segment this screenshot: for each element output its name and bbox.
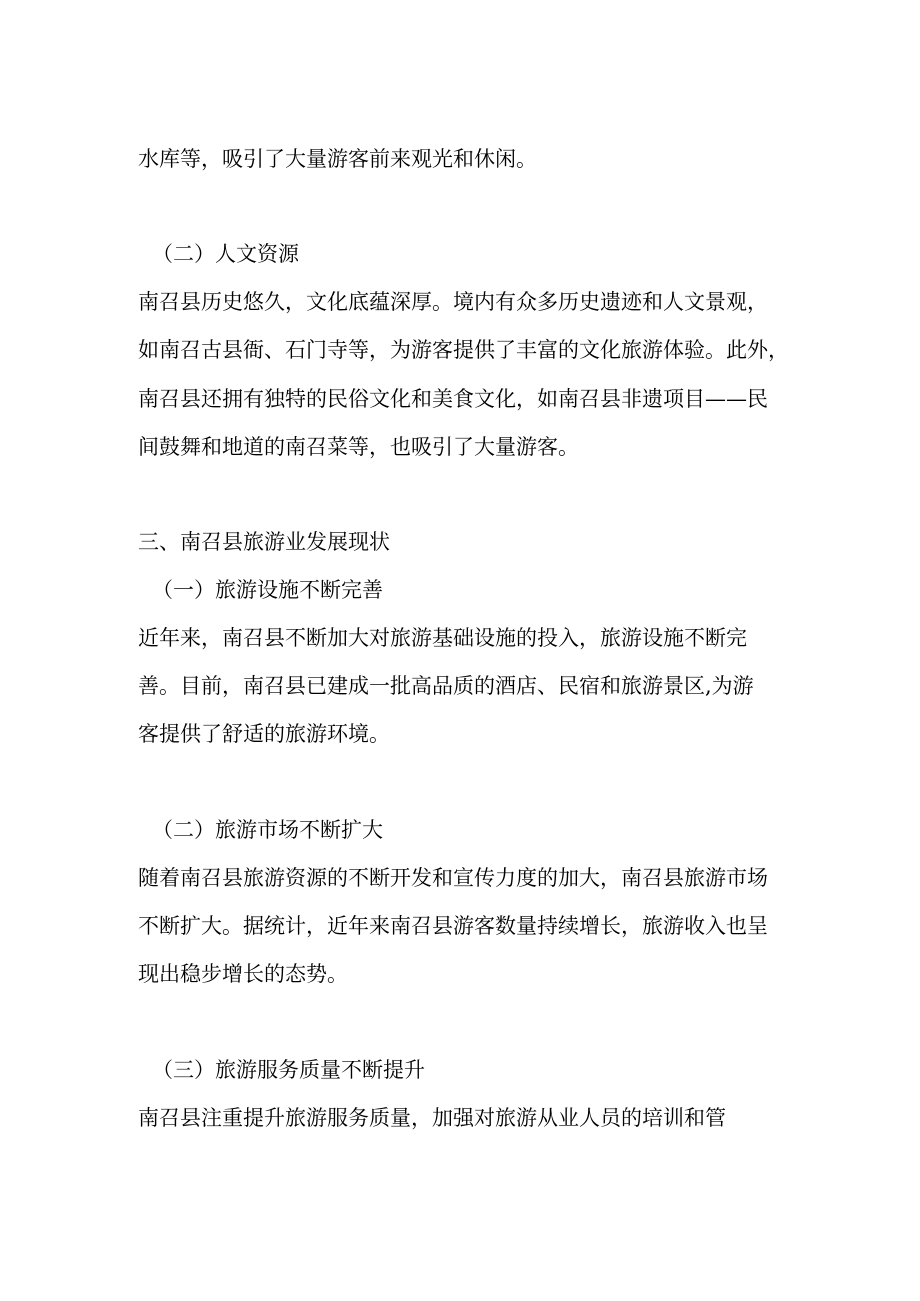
- paragraph-line: 南召县历史悠久，文化底蕴深厚。境内有众多历史遗迹和人文景观，: [138, 290, 768, 314]
- section-heading: （三）旅游服务质量不断提升: [152, 1058, 425, 1082]
- section-heading: （二）旅游市场不断扩大: [152, 818, 383, 842]
- paragraph-line: 近年来，南召县不断加大对旅游基础设施的投入，旅游设施不断完: [138, 626, 747, 650]
- paragraph-line: 不断扩大。据统计，近年来南召县游客数量持续增长，旅游收入也呈: [138, 914, 768, 938]
- paragraph-line: 随着南召县旅游资源的不断开发和宣传力度的加大，南召县旅游市场: [138, 866, 768, 890]
- paragraph-line: 南召县还拥有独特的民俗文化和美食文化，如南召县非遗项目——民: [138, 387, 768, 411]
- section-heading: （二）人文资源: [152, 242, 299, 266]
- paragraph-line: 如南召古县衙、石门寺等，为游客提供了丰富的文化旅游体验。此外，: [138, 338, 789, 362]
- paragraph-line: 间鼓舞和地道的南召菜等，也吸引了大量游客。: [138, 435, 579, 459]
- paragraph-line: 南召县注重提升旅游服务质量，加强对旅游从业人员的培训和管: [138, 1106, 726, 1130]
- section-heading: （一）旅游设施不断完善: [152, 578, 383, 602]
- paragraph-line: 水库等，吸引了大量游客前来观光和休闲。: [138, 147, 537, 171]
- paragraph-line: 客提供了舒适的旅游环境。: [138, 722, 390, 746]
- paragraph-line: 善。目前，南召县已建成一批高品质的酒店、民宿和旅游景区,为游: [138, 674, 754, 698]
- chapter-heading: 三、南召县旅游业发展现状: [138, 530, 390, 554]
- paragraph-line: 现出稳步增长的态势。: [138, 962, 348, 986]
